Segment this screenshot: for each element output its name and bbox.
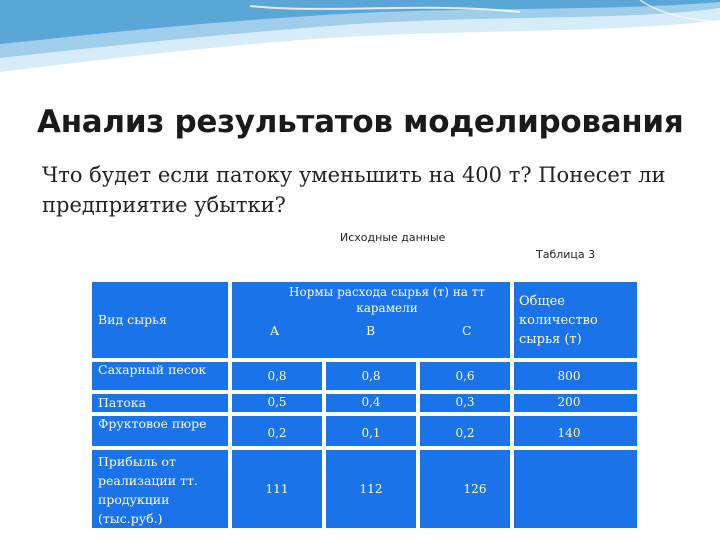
- row-sugar-b: 0,8: [361, 369, 381, 383]
- header-total: Общее количество сырья (т): [519, 294, 598, 347]
- row-profit-name-cell: [92, 450, 228, 528]
- row-puree-a: 0,2: [267, 426, 287, 440]
- header-col-a: A: [270, 323, 280, 338]
- header-col-c: C: [462, 323, 472, 338]
- row-molasses-name-cell: [92, 394, 228, 412]
- row-puree-a-cell: [232, 416, 322, 446]
- row-molasses-b: 0,4: [361, 395, 381, 409]
- row-puree-c: 0,2: [455, 426, 475, 440]
- row-sugar-total-cell: [514, 362, 637, 390]
- row-profit-a-cell: [232, 450, 322, 528]
- row-profit-b: 112: [359, 482, 383, 496]
- row-profit-total-cell: [514, 450, 637, 528]
- row-sugar-a-cell: [232, 362, 322, 390]
- row-molasses-name: Патока: [98, 395, 147, 410]
- row-sugar-a: 0,8: [267, 369, 287, 383]
- question-text: Что будет если патоку уменьшить на 400 т? Понесет ли предприятие убытки?: [42, 163, 666, 217]
- row-molasses-total: 200: [557, 395, 581, 409]
- page-title: Анализ результатов моделирования: [37, 104, 684, 140]
- row-puree-name-cell: [92, 416, 228, 446]
- row-profit-c: 126: [463, 482, 487, 496]
- row-molasses-b-cell: [326, 394, 416, 412]
- header-norms: Нормы расхода сырья (т) на тт карамели: [289, 285, 485, 315]
- row-puree-c-cell: [420, 416, 510, 446]
- row-sugar-c: 0,6: [455, 369, 475, 383]
- row-sugar-name: Сахарный песок: [98, 362, 207, 377]
- row-molasses-a-cell: [232, 394, 322, 412]
- row-sugar-total: 800: [557, 369, 581, 383]
- table-caption: Исходные данные: [340, 231, 446, 244]
- row-molasses-total-cell: [514, 394, 637, 412]
- header-material: Вид сырья: [98, 312, 167, 327]
- row-profit-a: 111: [265, 482, 289, 496]
- header-col-b: B: [366, 323, 376, 338]
- row-profit-c-cell: [420, 450, 510, 528]
- row-sugar-c-cell: [420, 362, 510, 390]
- row-puree-name: Фруктовое пюре: [98, 416, 207, 431]
- row-puree-total: 140: [557, 426, 581, 440]
- row-profit-b-cell: [326, 450, 416, 528]
- header-norms-cell: [232, 282, 510, 358]
- row-molasses-c: 0,3: [455, 395, 475, 409]
- row-puree-b-cell: [326, 416, 416, 446]
- row-sugar-b-cell: [326, 362, 416, 390]
- header-total-cell: [514, 282, 637, 358]
- row-molasses-c-cell: [420, 394, 510, 412]
- table-number-label: Таблица 3: [536, 248, 596, 261]
- row-sugar-name-cell: [92, 362, 228, 390]
- header-material-cell: [92, 282, 228, 358]
- row-molasses-a: 0,5: [267, 395, 287, 409]
- row-puree-b: 0,1: [361, 426, 381, 440]
- row-puree-total-cell: [514, 416, 637, 446]
- row-profit-name: Прибыль от реализации тт. продукции (тыс.руб.): [98, 454, 198, 526]
- header-wave-decoration: [0, 0, 720, 80]
